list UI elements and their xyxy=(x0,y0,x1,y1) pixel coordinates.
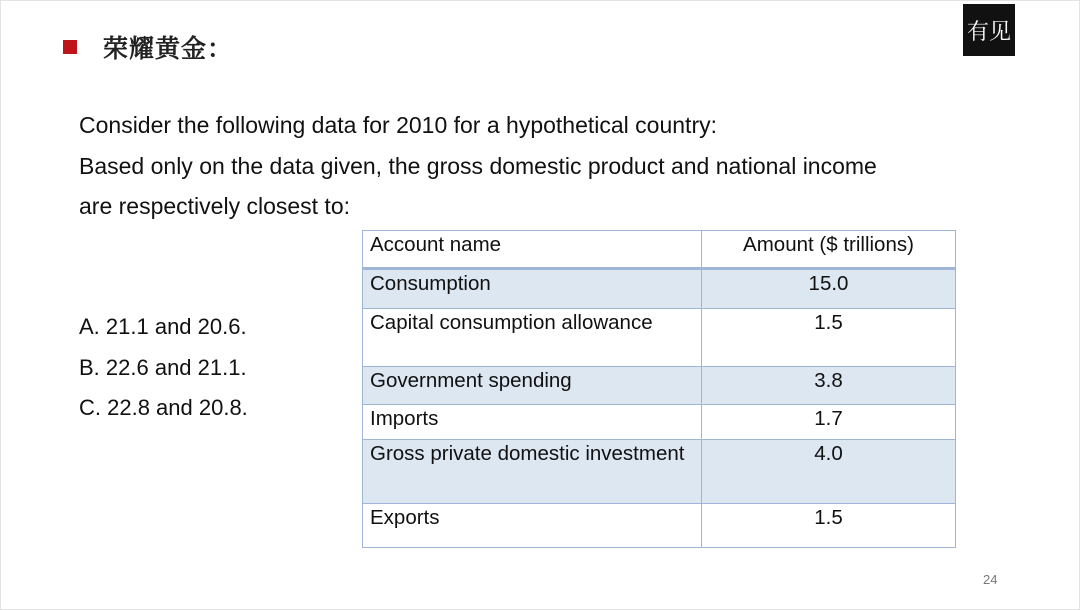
slide-title: 荣耀黄金： xyxy=(103,34,234,63)
account-name-cell: Exports xyxy=(363,504,702,548)
account-name-cell: Gross private domestic investment xyxy=(363,440,702,504)
account-name-cell: Government spending xyxy=(363,367,702,405)
answer-options xyxy=(79,307,248,429)
page-number: 24 xyxy=(983,572,998,587)
amount-cell: 15.0 xyxy=(702,269,956,309)
table-row xyxy=(363,367,956,405)
account-table xyxy=(362,230,956,548)
table-row xyxy=(363,269,956,309)
option-b: B. 22.6 and 21.1. xyxy=(79,354,247,380)
amount-cell: 1.5 xyxy=(702,309,956,367)
account-name-cell: Imports xyxy=(363,405,702,440)
amount-cell: 1.5 xyxy=(702,504,956,548)
table-row xyxy=(363,440,956,504)
question-text xyxy=(79,105,979,227)
option-c: C. 22.8 and 20.8. xyxy=(79,395,248,420)
question-line: Consider the following data for 2010 for a hypothetical country: xyxy=(79,112,717,138)
table-row xyxy=(363,504,956,548)
question-line: Based only on the data given, the gross domestic product and national income xyxy=(79,152,877,179)
table-row xyxy=(363,405,956,440)
table-header-row xyxy=(363,231,956,269)
brand-logo: 有见 xyxy=(963,4,1015,56)
amount-cell: 4.0 xyxy=(702,440,956,504)
title-bullet-icon xyxy=(63,40,77,54)
column-header-account: Account name xyxy=(363,231,702,269)
amount-cell: 1.7 xyxy=(702,405,956,440)
account-name-cell: Capital consumption allowance xyxy=(363,309,702,367)
column-header-amount: Amount ($ trillions) xyxy=(702,231,956,269)
option-a: A. 21.1 and 20.6. xyxy=(79,314,247,339)
account-name-cell: Consumption xyxy=(363,269,702,309)
title-row xyxy=(63,27,233,67)
question-line: are respectively closest to: xyxy=(79,193,351,219)
amount-cell: 3.8 xyxy=(702,367,956,405)
table-row xyxy=(363,309,956,367)
